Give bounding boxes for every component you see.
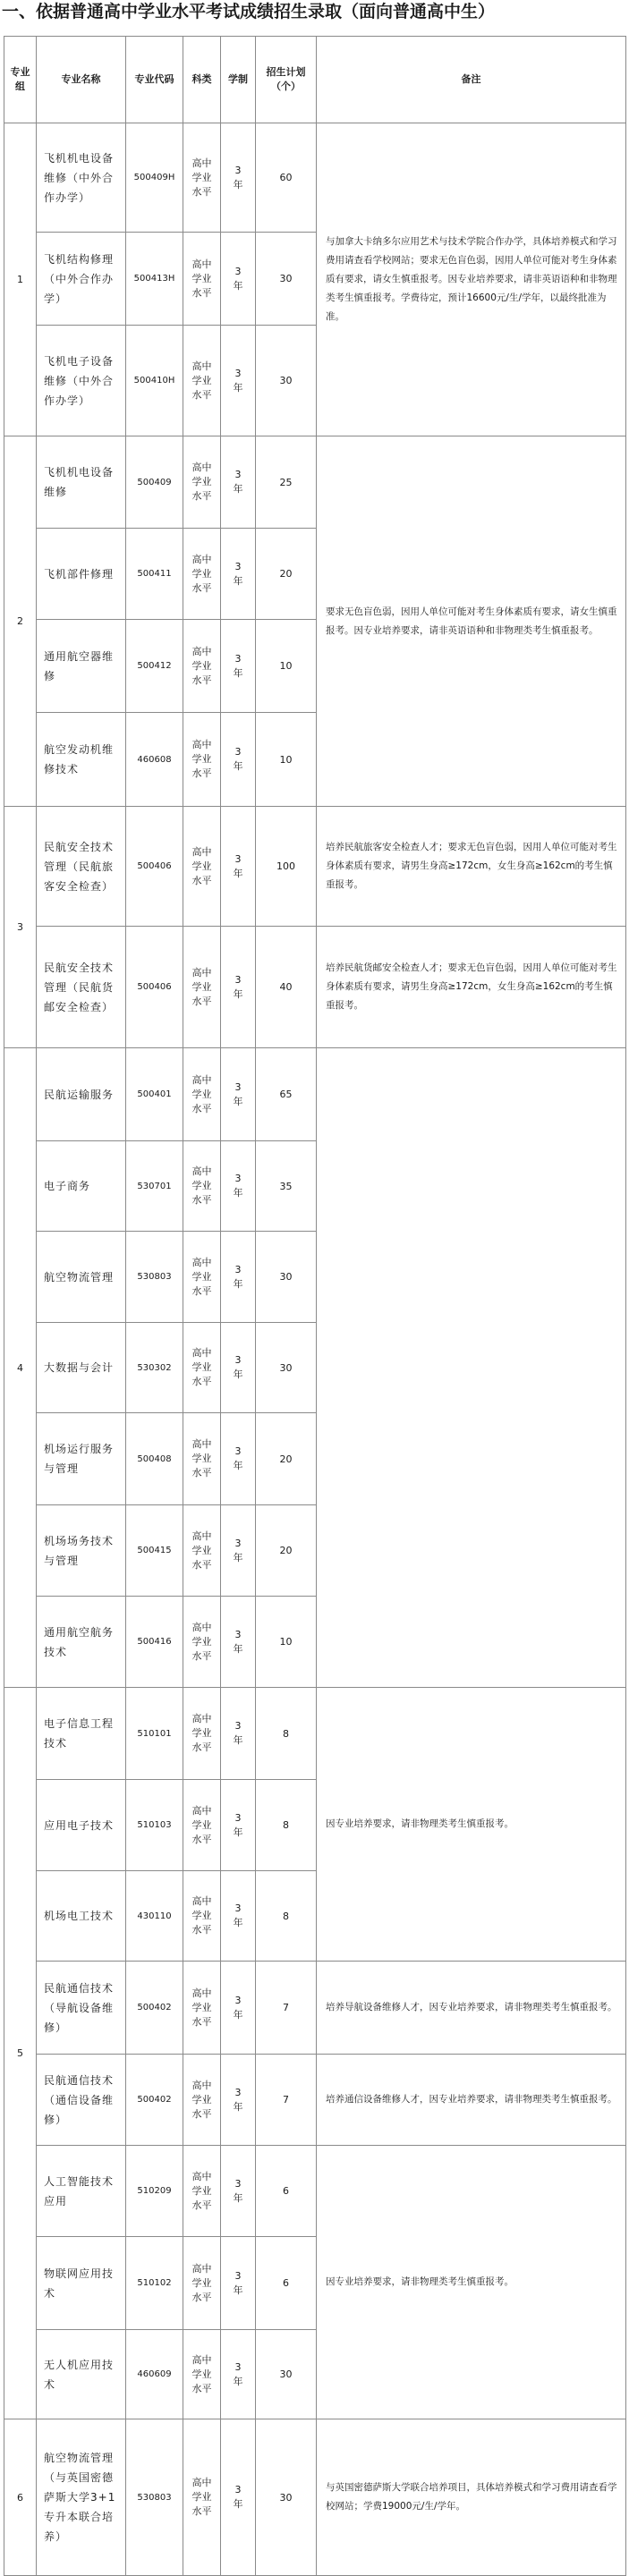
duration: 3年 — [221, 1323, 256, 1413]
header-group: 专业组 — [4, 37, 37, 123]
major-name: 飞机部件修理 — [37, 529, 126, 620]
subject-type: 高中学业水平 — [183, 2146, 221, 2237]
remark-cell: 因专业培养要求，请非物理类考生慎重报考。 — [317, 1688, 626, 1962]
remark-cell: 因专业培养要求，请非物理类考生慎重报考。 — [317, 2146, 626, 2419]
subject-type: 高中学业水平 — [183, 2330, 221, 2419]
major-code: 500411 — [126, 529, 183, 620]
remark-cell: 培养导航设备维修人才，因专业培养要求，请非物理类考生慎重报考。 — [317, 1962, 626, 2055]
major-code: 500406 — [126, 807, 183, 927]
duration: 3年 — [221, 1048, 256, 1141]
major-code: 510103 — [126, 1780, 183, 1871]
major-code: 500415 — [126, 1505, 183, 1597]
duration: 3年 — [221, 529, 256, 620]
major-code: 530302 — [126, 1323, 183, 1413]
duration: 3年 — [221, 1597, 256, 1688]
header-code: 专业代码 — [126, 37, 183, 123]
duration: 3年 — [221, 1871, 256, 1962]
enrollment-plan: 30 — [256, 2419, 317, 2576]
subject-type: 高中学业水平 — [183, 2055, 221, 2146]
major-code: 500412 — [126, 620, 183, 713]
enrollment-plan: 8 — [256, 1780, 317, 1871]
major-code: 500409 — [126, 436, 183, 529]
duration: 3年 — [221, 2419, 256, 2576]
major-name: 机场场务技术与管理 — [37, 1505, 126, 1597]
subject-type: 高中学业水平 — [183, 1141, 221, 1232]
major-name: 电子信息工程技术 — [37, 1688, 126, 1780]
major-name: 民航安全技术管理（民航旅客安全检查） — [37, 807, 126, 927]
header-duration: 学制 — [221, 37, 256, 123]
duration: 3年 — [221, 1141, 256, 1232]
enrollment-plan: 6 — [256, 2146, 317, 2237]
major-name: 飞机机电设备维修 — [37, 436, 126, 529]
table-row — [4, 436, 626, 529]
major-name: 应用电子技术 — [37, 1780, 126, 1871]
header-plan: 招生计划（个） — [256, 37, 317, 123]
major-code: 500410H — [126, 326, 183, 436]
major-name: 飞机电子设备维修（中外合作办学） — [37, 326, 126, 436]
major-code: 500401 — [126, 1048, 183, 1141]
major-name: 物联网应用技术 — [37, 2237, 126, 2330]
table-row — [4, 2419, 626, 2576]
enrollment-plan: 7 — [256, 2055, 317, 2146]
subject-type: 高中学业水平 — [183, 1962, 221, 2055]
subject-type: 高中学业水平 — [183, 2419, 221, 2576]
remark-cell: 与英国密德萨斯大学联合培养项目，具体培养模式和学习费用请查看学校网站；学费19000元/生/学年。 — [317, 2419, 626, 2576]
enrollment-plan: 30 — [256, 2330, 317, 2419]
major-code: 430110 — [126, 1871, 183, 1962]
duration: 3年 — [221, 807, 256, 927]
table-row — [4, 1688, 626, 1780]
major-code: 460608 — [126, 713, 183, 807]
group-number: 4 — [4, 1048, 37, 1688]
table-header-row — [4, 37, 626, 123]
subject-type: 高中学业水平 — [183, 713, 221, 807]
table-row — [4, 2055, 626, 2146]
subject-type: 高中学业水平 — [183, 2237, 221, 2330]
enrollment-plan: 60 — [256, 123, 317, 233]
subject-type: 高中学业水平 — [183, 1232, 221, 1323]
subject-type: 高中学业水平 — [183, 1780, 221, 1871]
major-code: 500408 — [126, 1413, 183, 1505]
duration: 3年 — [221, 620, 256, 713]
group-number: 2 — [4, 436, 37, 807]
group-number: 3 — [4, 807, 37, 1048]
subject-type: 高中学业水平 — [183, 927, 221, 1048]
header-remark: 备注 — [317, 37, 626, 123]
page-title: 一、依据普通高中学业水平考试成绩招生录取（面向普通高中生） — [2, 2, 496, 21]
subject-type: 高中学业水平 — [183, 1871, 221, 1962]
enrollment-plan: 20 — [256, 529, 317, 620]
major-code: 500416 — [126, 1597, 183, 1688]
table-row — [4, 1962, 626, 2055]
major-name: 大数据与会计 — [37, 1323, 126, 1413]
table-body — [4, 123, 626, 2576]
subject-type: 高中学业水平 — [183, 1597, 221, 1688]
enrollment-plan: 6 — [256, 2237, 317, 2330]
duration: 3年 — [221, 233, 256, 326]
enrollment-plan: 65 — [256, 1048, 317, 1141]
table-row — [4, 123, 626, 233]
subject-type: 高中学业水平 — [183, 1505, 221, 1597]
duration: 3年 — [221, 1780, 256, 1871]
major-code: 500406 — [126, 927, 183, 1048]
major-code: 500413H — [126, 233, 183, 326]
major-name: 飞机机电设备维修（中外合作办学） — [37, 123, 126, 233]
remark-cell — [317, 1048, 626, 1688]
enrollment-plan: 7 — [256, 1962, 317, 2055]
major-code: 500409H — [126, 123, 183, 233]
header-name: 专业名称 — [37, 37, 126, 123]
major-code: 460609 — [126, 2330, 183, 2419]
major-code: 530803 — [126, 2419, 183, 2576]
admission-table — [4, 36, 626, 2576]
major-name: 机场运行服务与管理 — [37, 1413, 126, 1505]
remark-cell: 培养民航货邮安全检查人才；要求无色盲色弱，因用人单位可能对考生身体素质有要求，请男生身高≥172cm，女生身高≥162cm的考生慎重报考。 — [317, 927, 626, 1048]
duration: 3年 — [221, 2330, 256, 2419]
enrollment-plan: 25 — [256, 436, 317, 529]
remark-cell: 与加拿大卡纳多尔应用艺术与技术学院合作办学，具体培养模式和学习费用请查看学校网站；要求无色盲色弱，因用人单位可能对考生身体素质有要求，请女生慎重报考。因专业培养要求，请非英语语种和非物理类考生慎重报考。学费待定，预计16600元/生/学年，以最终批准为准。 — [317, 123, 626, 436]
remark-cell: 要求无色盲色弱，因用人单位可能对考生身体素质有要求，请女生慎重报考。因专业培养要求，请非英语语种和非物理类考生慎重报考。 — [317, 436, 626, 807]
major-name: 民航安全技术管理（民航货邮安全检查） — [37, 927, 126, 1048]
major-name: 航空物流管理 — [37, 1232, 126, 1323]
enrollment-plan: 30 — [256, 233, 317, 326]
table-row — [4, 807, 626, 927]
table-row — [4, 927, 626, 1048]
subject-type: 高中学业水平 — [183, 1688, 221, 1780]
duration: 3年 — [221, 2055, 256, 2146]
subject-type: 高中学业水平 — [183, 529, 221, 620]
major-name: 机场电工技术 — [37, 1871, 126, 1962]
major-code: 530701 — [126, 1141, 183, 1232]
subject-type: 高中学业水平 — [183, 1323, 221, 1413]
major-code: 510102 — [126, 2237, 183, 2330]
subject-type: 高中学业水平 — [183, 326, 221, 436]
duration: 3年 — [221, 436, 256, 529]
major-name: 电子商务 — [37, 1141, 126, 1232]
duration: 3年 — [221, 927, 256, 1048]
enrollment-plan: 10 — [256, 1597, 317, 1688]
duration: 3年 — [221, 2146, 256, 2237]
enrollment-plan: 35 — [256, 1141, 317, 1232]
enrollment-plan: 10 — [256, 620, 317, 713]
enrollment-plan: 30 — [256, 1323, 317, 1413]
remark-cell: 培养民航旅客安全检查人才；要求无色盲色弱，因用人单位可能对考生身体素质有要求，请男生身高≥172cm，女生身高≥162cm的考生慎重报考。 — [317, 807, 626, 927]
major-code: 500402 — [126, 2055, 183, 2146]
remark-cell: 培养通信设备维修人才，因专业培养要求，请非物理类考生慎重报考。 — [317, 2055, 626, 2146]
enrollment-plan: 30 — [256, 326, 317, 436]
group-number: 5 — [4, 1688, 37, 2419]
enrollment-plan: 20 — [256, 1413, 317, 1505]
major-code: 500402 — [126, 1962, 183, 2055]
subject-type: 高中学业水平 — [183, 807, 221, 927]
enrollment-plan: 40 — [256, 927, 317, 1048]
group-number: 6 — [4, 2419, 37, 2576]
enrollment-plan: 100 — [256, 807, 317, 927]
major-name: 飞机结构修理（中外合作办学） — [37, 233, 126, 326]
major-code: 530803 — [126, 1232, 183, 1323]
enrollment-plan: 30 — [256, 1232, 317, 1323]
major-name: 人工智能技术应用 — [37, 2146, 126, 2237]
table-row — [4, 1048, 626, 1141]
duration: 3年 — [221, 326, 256, 436]
major-code: 510209 — [126, 2146, 183, 2237]
subject-type: 高中学业水平 — [183, 1048, 221, 1141]
subject-type: 高中学业水平 — [183, 1413, 221, 1505]
subject-type: 高中学业水平 — [183, 620, 221, 713]
major-name: 通用航空航务技术 — [37, 1597, 126, 1688]
table-row — [4, 2146, 626, 2237]
major-name: 航空物流管理（与英国密德萨斯大学3+1专升本联合培养） — [37, 2419, 126, 2576]
duration: 3年 — [221, 1962, 256, 2055]
duration: 3年 — [221, 713, 256, 807]
major-name: 民航通信技术（通信设备维修） — [37, 2055, 126, 2146]
major-name: 民航运输服务 — [37, 1048, 126, 1141]
subject-type: 高中学业水平 — [183, 123, 221, 233]
duration: 3年 — [221, 1232, 256, 1323]
duration: 3年 — [221, 2237, 256, 2330]
group-number: 1 — [4, 123, 37, 436]
enrollment-plan: 20 — [256, 1505, 317, 1597]
duration: 3年 — [221, 1505, 256, 1597]
duration: 3年 — [221, 1688, 256, 1780]
major-code: 510101 — [126, 1688, 183, 1780]
enrollment-plan: 8 — [256, 1871, 317, 1962]
major-name: 航空发动机维修技术 — [37, 713, 126, 807]
duration: 3年 — [221, 123, 256, 233]
major-name: 通用航空器维修 — [37, 620, 126, 713]
major-name: 无人机应用技术 — [37, 2330, 126, 2419]
enrollment-plan: 10 — [256, 713, 317, 807]
enrollment-plan: 8 — [256, 1688, 317, 1780]
subject-type: 高中学业水平 — [183, 233, 221, 326]
header-subject: 科类 — [183, 37, 221, 123]
duration: 3年 — [221, 1413, 256, 1505]
subject-type: 高中学业水平 — [183, 436, 221, 529]
major-name: 民航通信技术（导航设备维修） — [37, 1962, 126, 2055]
